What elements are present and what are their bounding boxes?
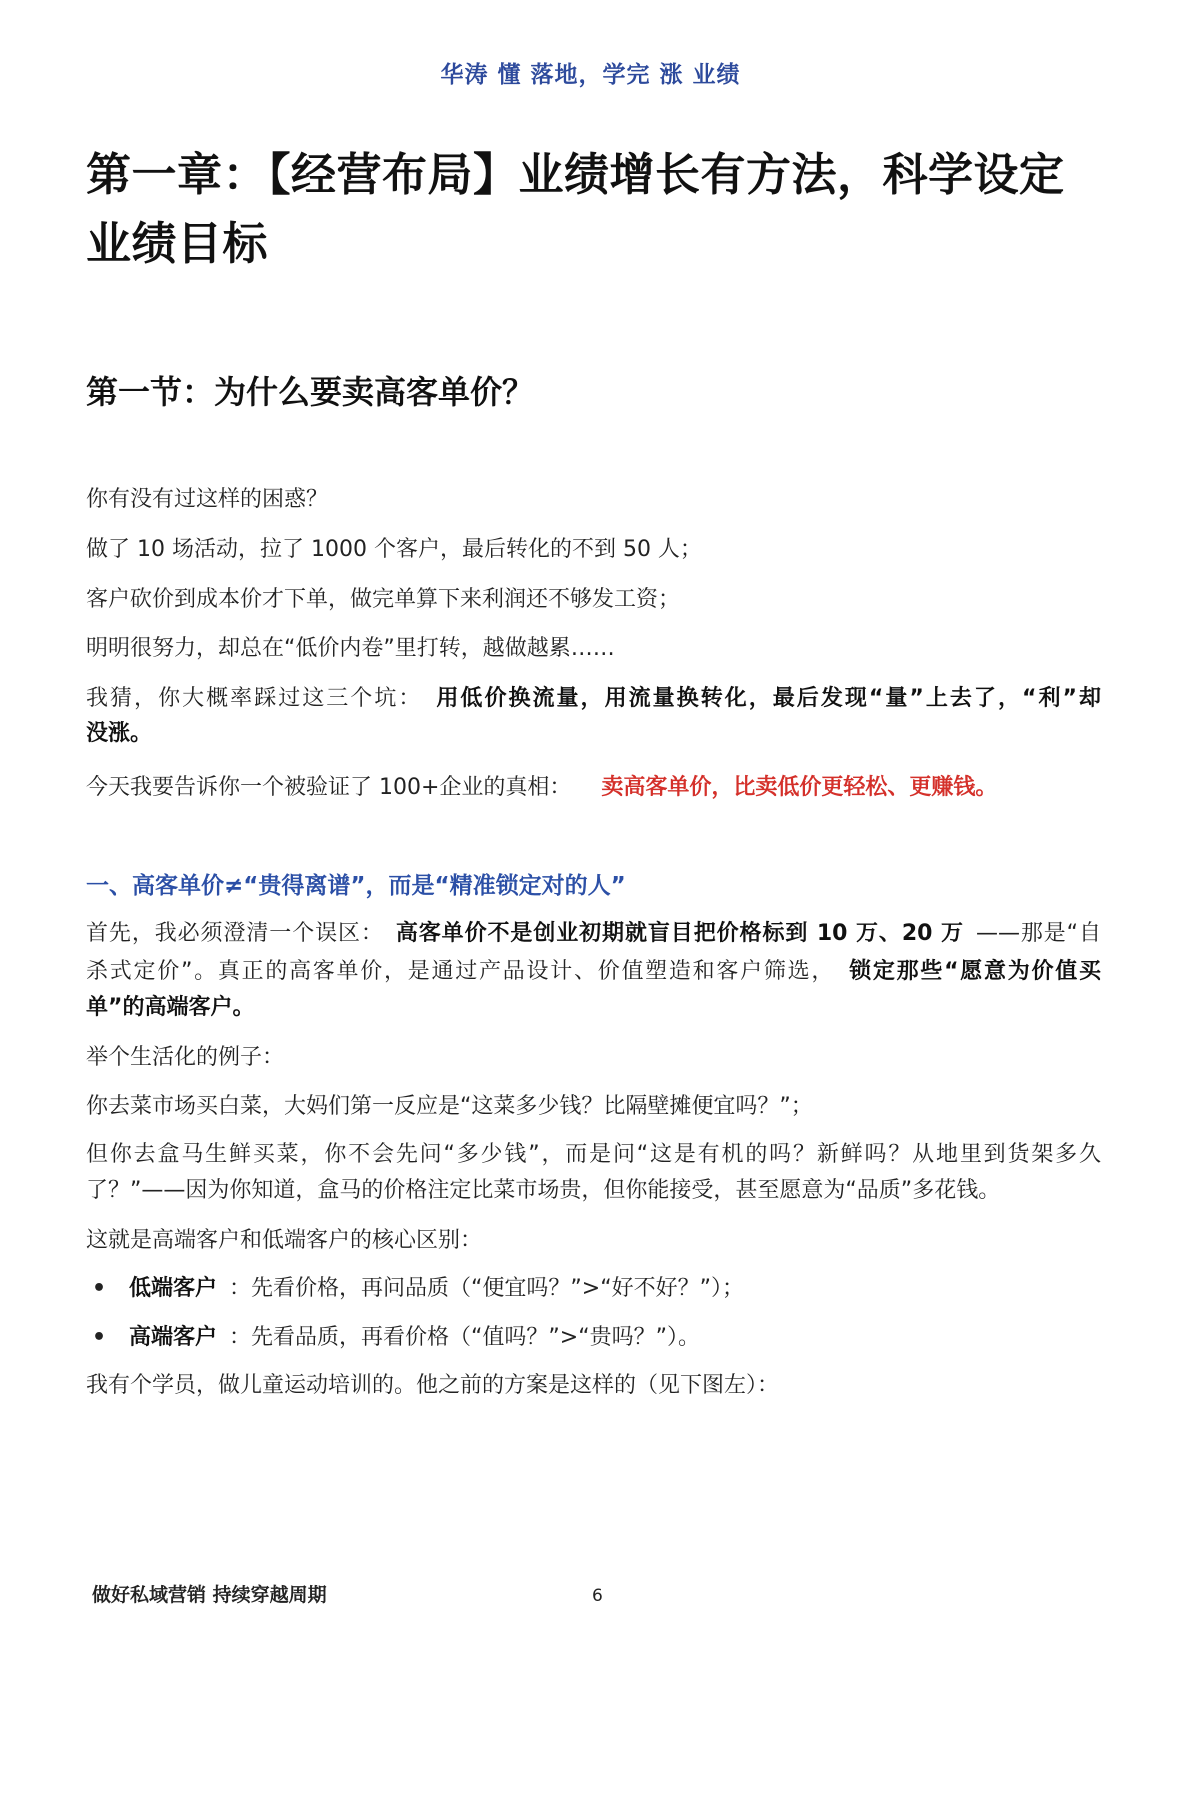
section-title: 第一节：为什么要卖高客单价？ <box>86 373 535 411</box>
paragraph-text: 首先，我必须澄清一个误区： <box>86 921 384 946</box>
bold-text: 单”的高端客户。 <box>86 995 255 1020</box>
paragraph: 这就是高端客户和低端客户的核心区别： <box>86 1228 483 1253</box>
list-item-text: ：先看品质，再看价格（“值吗？”>“贵吗？”）。 <box>229 1325 701 1350</box>
paragraph-line: 了？”——因为你知道，盒马的价格注定比菜市场贵，但你能接受，甚至愿意为“品质”多花钱。 <box>86 1178 1001 1203</box>
paragraph-line <box>86 686 1101 712</box>
bullet-marker <box>92 1276 129 1302</box>
chapter-title-line: 业绩目标 <box>86 217 269 270</box>
paragraph: 做了 10 场活动，拉了 1000 个客户，最后转化的不到 50 人； <box>86 537 702 562</box>
bold-text: 锁定那些“愿意为价值买 <box>849 959 1101 984</box>
paragraph-line <box>86 721 152 747</box>
paragraph-line <box>86 921 1101 947</box>
subheading: 一、高客单价≠“贵得离谱”，而是“精准锁定对的人” <box>86 873 626 899</box>
paragraph-line <box>86 995 254 1021</box>
bold-text: 高客单价不是创业初期就盲目把价格标到 10 万、20 万 <box>395 921 964 946</box>
paragraph: 你去菜市场买白菜，大妈们第一反应是“这菜多少钱？比隔壁摊便宜吗？”； <box>86 1094 813 1119</box>
paragraph-line <box>86 959 1101 985</box>
paragraph-line: 但你去盒马生鲜买菜，你不会先问“多少钱”，而是问“这是有机的吗？新鲜吗？从地里到货架多久 <box>86 1142 1101 1167</box>
highlight-text: 卖高客单价，比卖低价更轻松、更赚钱。 <box>601 775 998 800</box>
header-slogan: 华涛 懂 落地，学完 涨 业绩 <box>440 61 741 88</box>
paragraph: 客户砍价到成本价才下单，做完单算下来利润还不够发工资； <box>86 587 681 612</box>
paragraph-text: ——那是“自 <box>975 921 1101 946</box>
paragraph-text: 今天我要告诉你一个被验证了 100+企业的真相： <box>86 775 572 800</box>
paragraph: 明明很努力，却总在“低价内卷”里打转，越做越累…… <box>86 636 615 661</box>
list-item <box>92 1325 700 1351</box>
paragraph <box>86 775 997 801</box>
bold-text: 高端客户 <box>129 1325 218 1350</box>
page-number: 6 <box>592 1586 603 1606</box>
paragraph-text: 我猜，你大概率踩过这三个坑： <box>86 686 423 711</box>
bold-text: 没涨。 <box>86 721 153 746</box>
bold-text: 低端客户 <box>129 1276 218 1301</box>
bullet-marker <box>92 1325 129 1351</box>
list-item-text: ：先看价格，再问品质（“便宜吗？”>“好不好？”）； <box>229 1276 745 1301</box>
paragraph: 我有个学员，做儿童运动培训的。他之前的方案是这样的（见下图左）： <box>86 1373 780 1398</box>
footer-slogan: 做好私域营销 持续穿越周期 <box>92 1584 327 1606</box>
paragraph: 你有没有过这样的困惑？ <box>86 487 329 512</box>
paragraph-text: 杀式定价”。真正的高客单价，是通过产品设计、价值塑造和客户筛选， <box>86 959 836 984</box>
list-item <box>92 1276 744 1302</box>
paragraph: 举个生活化的例子： <box>86 1045 285 1070</box>
bold-text: 用低价换流量，用流量换转化，最后发现“量”上去了，“利”却 <box>436 686 1101 711</box>
chapter-title-line: 第一章：【经营布局】业绩增长有方法，科学设定 <box>86 148 1065 201</box>
